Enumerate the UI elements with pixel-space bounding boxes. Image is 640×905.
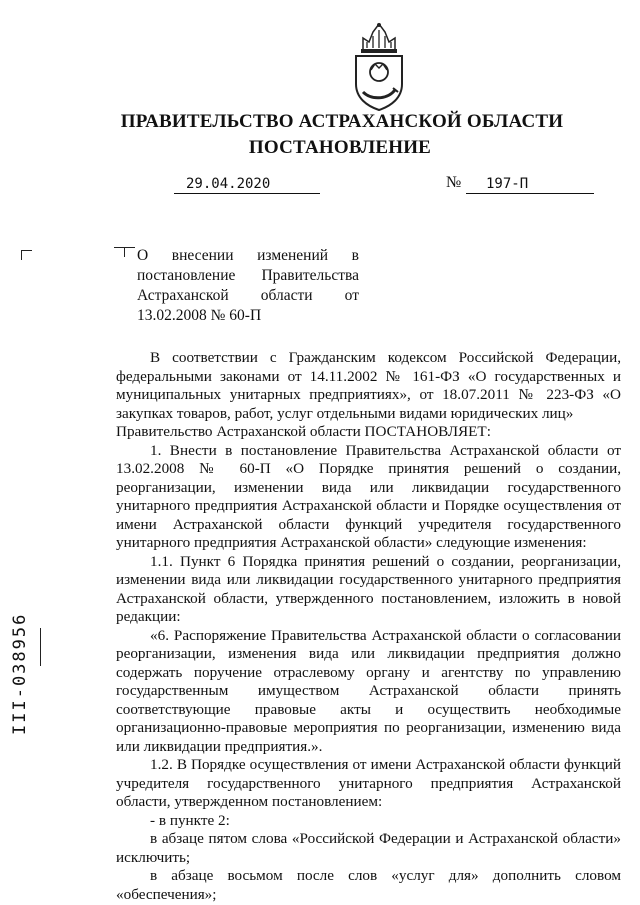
preamble-paragraph: В соответствии с Гражданским кодексом Российской Федерации, федеральными законами от 14.11.2002 № 161-ФЗ «О государственных и муниципальных унитарных предприятиях», от 18.07.2011 № 223-ФЗ «О закупках товаров, работ, услуг отдельными видами юридических лиц»: [116, 349, 621, 422]
number-underline: [466, 193, 594, 194]
astrakhan-coat-of-arms-emblem: [349, 20, 409, 112]
document-type-title: ПОСТАНОВЛЕНИЕ: [248, 137, 432, 158]
clause-1-paragraph: 1. Внести в постановление Правительства Астраханской области от 13.02.2008 № 60-П «О Порядке принятия решений о создании, реорганизации, изменении вида или ликвидации государственного унитарного предприятия Астраханской области и Порядке осуществления от имени Астраханской области функций учредителя государственного унитарного предприятия Астраханской области» следующие изменения:: [116, 441, 621, 551]
left-corner-mark: [21, 250, 32, 260]
number-label: №: [446, 174, 462, 191]
item-2-paragraph: - в пункте 2:: [150, 811, 230, 829]
margin-rule: [40, 628, 41, 666]
resolves-paragraph: Правительство Астраханской области ПОСТАНОВЛЯЕТ:: [116, 423, 491, 440]
paragraph-eight-change: в абзаце восьмом после слов «услуг для» дополнить словом «обеспечения»;: [116, 867, 621, 903]
document-number: 197-П: [486, 176, 529, 192]
serial-number-vertical: III-038956: [10, 612, 30, 735]
date-underline: [174, 193, 320, 194]
clause-1-1-paragraph: 1.1. Пункт 6 Порядка принятия решений о создании, реорганизации, изменении вида или ликвидации государственного унитарного предприятия Астраханской области, утвержденного постановлением, изложить в новой редакции:: [116, 552, 621, 625]
clause-6-quote-paragraph: «6. Распоряжение Правительства Астраханской области о согласовании реорганизации, изменения вида или ликвидации предприятия должно содержать поручение отраслевому органу и агентству по управлению государственным имуществом Астраханской области принять соответствующие правовые акты и осуществить необходимые организационно-правовые мероприятия по реорганизации, изменению вида или ликвидации предприятия.».: [116, 626, 621, 755]
document-subject: О внесении изменений в постановление Правительства Астраханской области от 13.02.2008 № 60-П: [137, 247, 359, 324]
document-body: [116, 349, 621, 904]
organization-title: ПРАВИТЕЛЬСТВО АСТРАХАНСКОЙ ОБЛАСТИ: [120, 111, 564, 132]
clause-1-2-paragraph: 1.2. В Порядке осуществления от имени Астраханской области функций учредителя государственного унитарного предприятия Астраханской области, утвержденном постановлением:: [116, 756, 621, 810]
document-date: 29.04.2020: [186, 176, 271, 192]
subject-corner-mark-left: [124, 247, 135, 257]
paragraph-five-change: в абзаце пятом слова «Российской Федерации и Астраханской области» исключить;: [116, 830, 621, 866]
